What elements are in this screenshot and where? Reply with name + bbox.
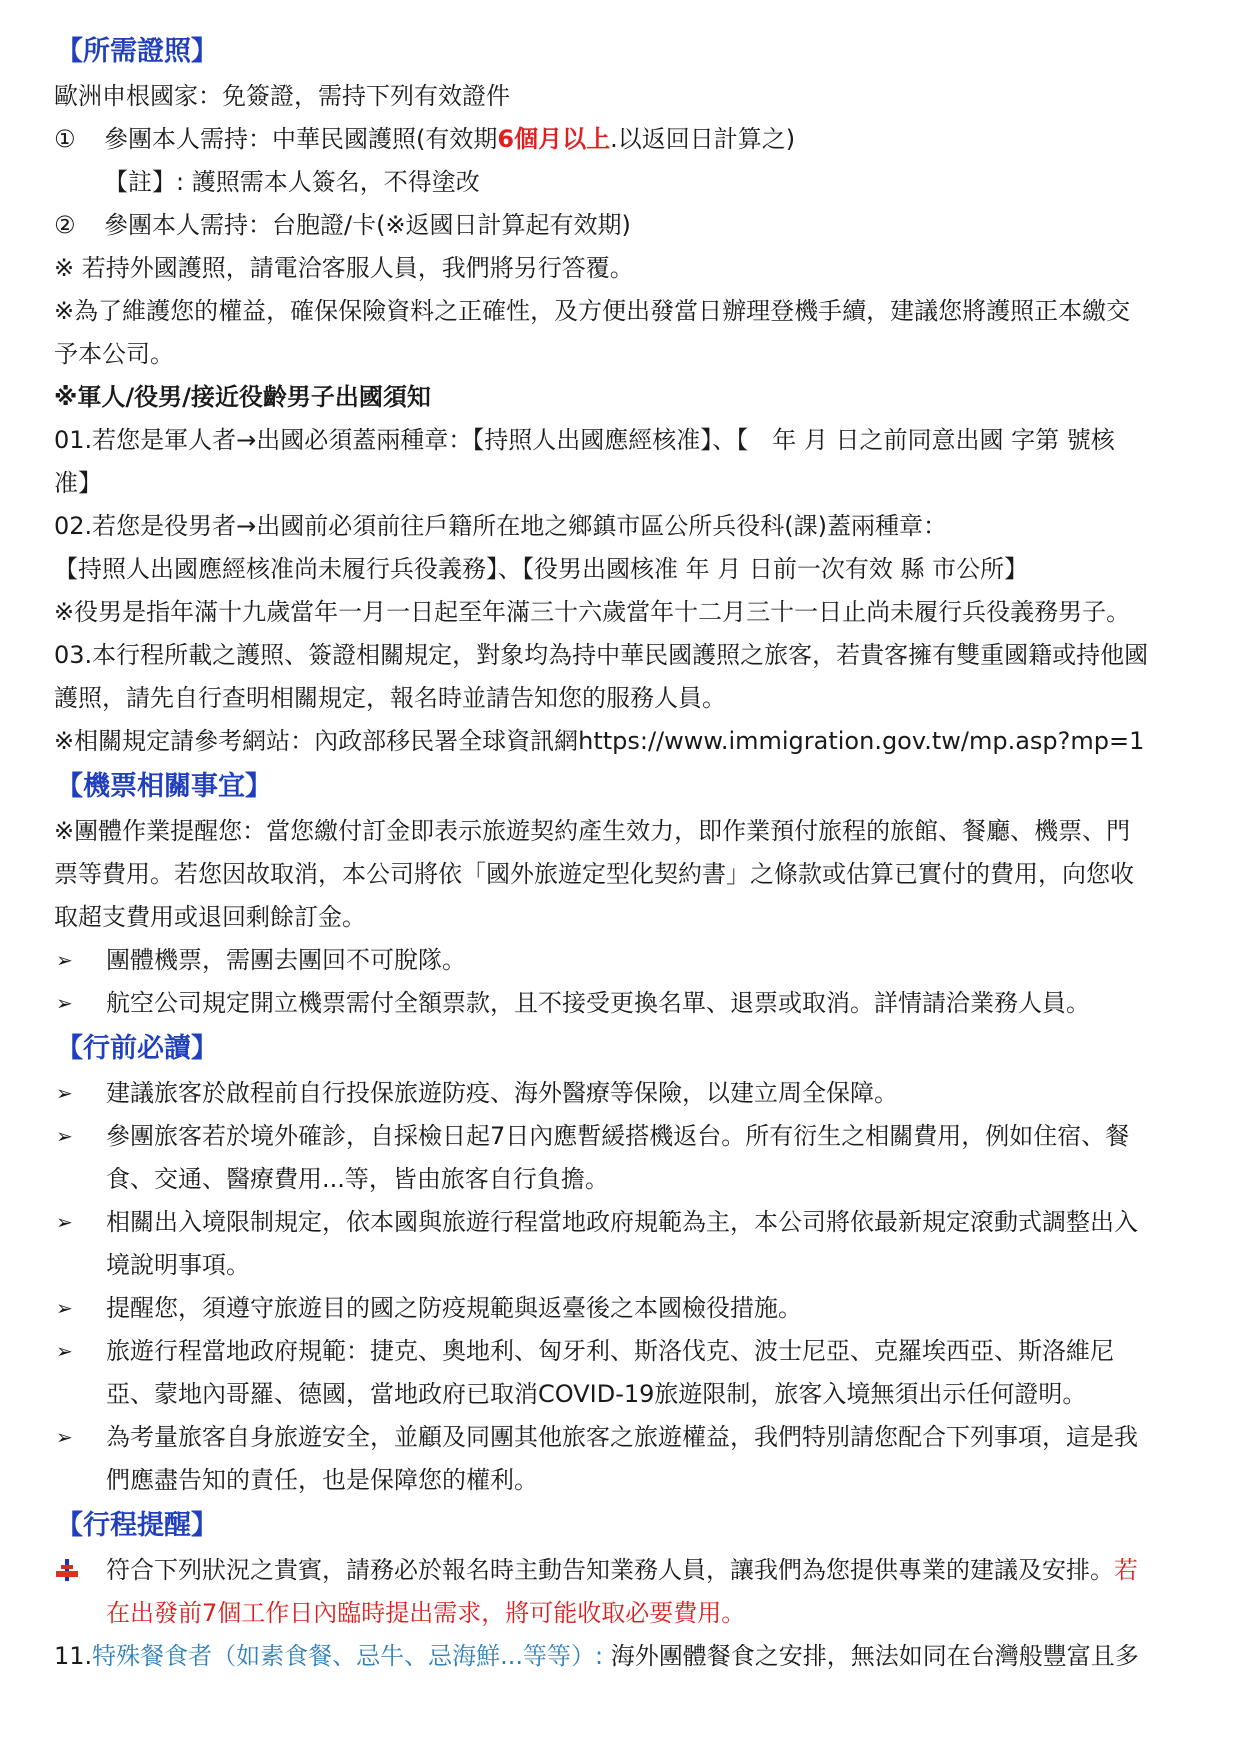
arrow-bullet-icon: ➢: [56, 1425, 73, 1449]
military-02-line-1: 02.若您是役男者→出國前必須前往戶籍所在地之鄉鎮市區公所兵役科(課)蓋兩種章：: [54, 512, 948, 540]
circled-number-2: ②: [54, 211, 76, 239]
list-item: [54, 1416, 1204, 1502]
foreign-passport-note: ※ 若持外國護照，請電洽客服人員，我們將另行答覆。: [54, 254, 634, 282]
military-definition: ※役男是指年滿十九歲當年一月一日起至年滿三十六歲當年十二月三十一日止尚未履行兵役義務男子。: [54, 598, 1131, 626]
item-11-number: 11.: [54, 1642, 93, 1670]
tickets-bullet-1: 團體機票，需團去團回不可脫隊。: [106, 946, 466, 974]
before-bullet-5-line-2: 亞、蒙地內哥羅、德國，當地政府已取消COVID-19旅遊限制，旅客入境無須出示任何證明。: [106, 1380, 1087, 1408]
arrow-bullet-icon: ➢: [56, 991, 73, 1015]
list-item: [54, 1287, 1204, 1330]
before-bullet-1-line-1: 建議旅客於啟程前自行投保旅遊防疫、海外醫療等保險，以建立周全保障。: [106, 1079, 898, 1107]
arrow-bullet-icon: ➢: [56, 948, 73, 972]
before-bullet-6-line-2: 們應盡告知的責任，也是保障您的權利。: [106, 1466, 538, 1494]
section-heading-tickets: 【機票相關事宜】: [56, 771, 272, 802]
before-bullet-1: [106, 1072, 1204, 1115]
reminder-item-11: [54, 1635, 1204, 1678]
list-item: [54, 1115, 1204, 1201]
before-bullet-5: [106, 1330, 1204, 1416]
docs-item-1: [54, 118, 1204, 161]
reminder-warning-line-2: 在出發前7個工作日內臨時提出需求，將可能收取必要費用。: [106, 1599, 746, 1627]
reminder-line-1: [106, 1549, 1204, 1592]
military-01-line-2: 准】: [54, 469, 102, 497]
docs-item-1-text: [104, 118, 795, 161]
arrow-bullet-icon: ➢: [56, 1081, 73, 1105]
arrow-bullet-icon: ➢: [56, 1210, 73, 1234]
before-bullet-2-line-2: 食、交通、醫療費用...等，皆由旅客自行負擔。: [106, 1165, 609, 1193]
before-bullet-4: [106, 1287, 1204, 1330]
list-item: [54, 1549, 1204, 1635]
before-bullet-6: [106, 1416, 1204, 1502]
section-heading-before-departure: 【行前必讀】: [56, 1033, 218, 1064]
section-heading-itinerary-reminder: 【行程提醒】: [56, 1510, 218, 1541]
circled-number-1: ①: [54, 125, 76, 153]
before-bullet-4-line-1: 提醒您，須遵守旅遊目的國之防疫規範與返臺後之本國檢役措施。: [106, 1294, 802, 1322]
insurance-note-line-2: 予本公司。: [54, 340, 174, 368]
military-01-line-1: 01.若您是軍人者→出國必須蓋兩種章：【持照人出國應經核准】、【 年 月 日之前同意出國 字第 號核: [54, 426, 1115, 454]
list-item: [54, 1330, 1204, 1416]
special-meal-label: 特殊餐食者（如素食餐、忌牛、忌海鮮...等等）:: [92, 1642, 611, 1670]
section-heading-required-documents: 【所需證照】: [56, 36, 218, 67]
before-bullet-2: [106, 1115, 1204, 1201]
tickets-paragraph-line-3: 取超支費用或退回剩餘訂金。: [54, 903, 366, 931]
docs-item-2-text: 參團本人需持：台胞證/卡(※返國日計算起有效期): [104, 211, 631, 239]
docs-item-1-part-b: .以返回日計算之): [610, 125, 796, 153]
passport-note: 【註】: 護照需本人簽名，不得塗改: [104, 168, 480, 196]
before-bullet-3: [106, 1201, 1204, 1287]
arrow-bullet-icon: ➢: [56, 1339, 73, 1363]
passport-validity-highlight: 6個月以上: [497, 125, 611, 153]
insurance-note-line-1: ※為了維護您的權益，確保保險資料之正確性，及方便出發當日辦理登機手續，建議您將護照正本繳交: [54, 297, 1131, 325]
list-item: [54, 982, 1204, 1025]
before-bullet-6-line-1: 為考量旅客自身旅遊安全，並顧及同團其他旅客之旅遊權益，我們特別請您配合下列事項，這是我: [106, 1423, 1138, 1451]
docs-item-1-part-a: 參團本人需持：中華民國護照(有效期: [104, 125, 498, 153]
military-03-line-2: 護照，請先自行查明相關規定，報名時並請告知您的服務人員。: [54, 684, 726, 712]
special-meal-text: 海外團體餐食之安排，無法如同在台灣般豐富且多: [610, 1642, 1139, 1670]
list-item: [54, 1201, 1204, 1287]
docs-item-2: [54, 204, 1204, 247]
reminder-text: [106, 1549, 1204, 1635]
military-notice-title: ※軍人/役男/接近役齡男子出國須知: [54, 383, 431, 411]
compass-star-icon: [54, 1549, 106, 1635]
arrow-bullet-icon: ➢: [56, 1296, 73, 1320]
tickets-bullet-2: 航空公司規定開立機票需付全額票款，且不接受更換名單、退票或取消。詳情請洽業務人員。: [106, 989, 1090, 1017]
military-02-line-2: 【持照人出國應經核准尚未履行兵役義務】、【役男出國核准 年 月 日前一次有效 縣 市公所】: [54, 555, 1029, 583]
document-page: [54, 28, 1204, 1678]
reminder-warning-start: 若: [1114, 1556, 1138, 1584]
docs-intro: 歐洲申根國家：免簽證，需持下列有效證件: [54, 82, 510, 110]
before-bullet-3-line-2: 境說明事項。: [106, 1251, 250, 1279]
before-bullet-2-line-1: 參團旅客若於境外確診，自採檢日起7日內應暫緩搭機返台。所有衍生之相關費用，例如住宿、餐: [106, 1122, 1130, 1150]
list-item: [54, 1072, 1204, 1115]
reminder-line-1-text: 符合下列狀況之貴賓，請務必於報名時主動告知業務人員，讓我們為您提供專業的建議及安排。: [106, 1556, 1114, 1584]
tickets-paragraph-line-2: 票等費用。若您因故取消，本公司將依「國外旅遊定型化契約書」之條款或估算已實付的費用，向您收: [54, 860, 1134, 888]
list-item: [54, 939, 1204, 982]
immigration-reference: ※相關規定請參考網站：內政部移民署全球資訊網https://www.immigration.gov.tw/mp.asp?mp=1: [54, 727, 1145, 755]
compass-star-glyph: [56, 1559, 78, 1581]
arrow-bullet-icon: ➢: [56, 1124, 73, 1148]
tickets-paragraph-line-1: ※團體作業提醒您：當您繳付訂金即表示旅遊契約產生效力，即作業預付旅程的旅館、餐廳、機票、門: [54, 817, 1131, 845]
military-03-line-1: 03.本行程所載之護照、簽證相關規定，對象均為持中華民國護照之旅客，若貴客擁有雙重國籍或持他國: [54, 641, 1149, 669]
before-bullet-3-line-1: 相關出入境限制規定，依本國與旅遊行程當地政府規範為主，本公司將依最新規定滾動式調整出入: [106, 1208, 1138, 1236]
before-bullet-5-line-1: 旅遊行程當地政府規範：捷克、奧地利、匈牙利、斯洛伐克、波士尼亞、克羅埃西亞、斯洛維尼: [106, 1337, 1114, 1365]
